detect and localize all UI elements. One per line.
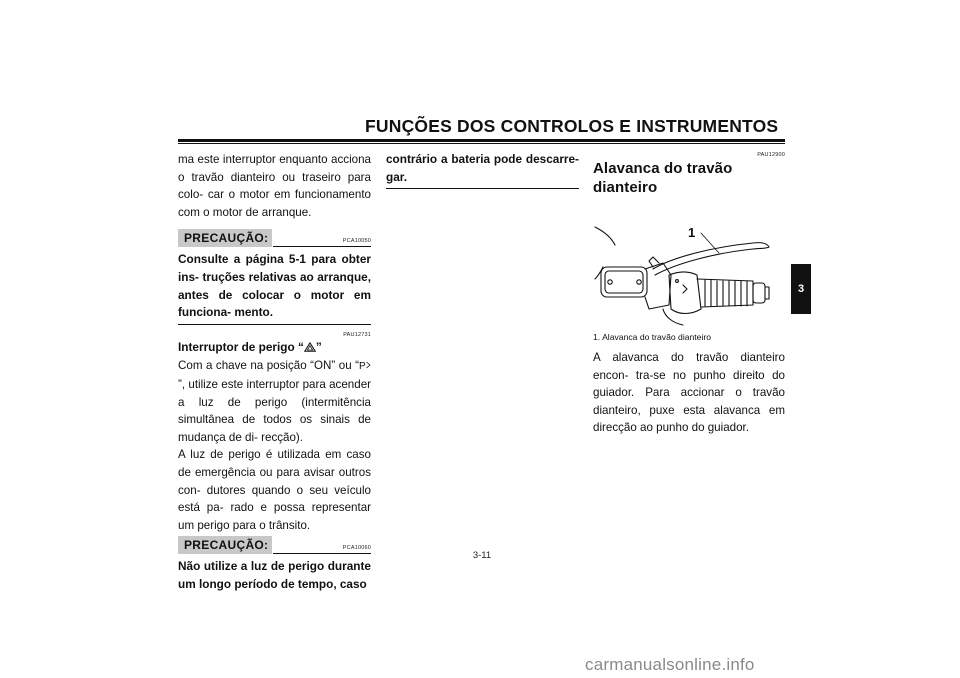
section-code: PAU12900 [757,152,785,158]
caution-rule [273,246,371,247]
page-title: FUNÇÕES DOS CONTROLOS E INSTRUMENTOS [365,116,779,136]
caution-label: PRECAUÇÃO: [178,229,272,247]
caution-code: PCA10050 [342,238,371,245]
svg-text:P: P [359,361,366,371]
caution-text: Consulte a página 5-1 para obter ins- truções relativas ao arranque, antes de colocar o motor em funciona- mento. [178,252,371,320]
column-middle [386,151,579,189]
header-rule-thin [178,143,785,144]
caution-block-2 [178,532,371,558]
caution-block-1 [178,225,371,251]
hazard-body-1: Com a chave na posição “ON” ou “ P ”, utilize este interruptor para acender a luz de perigo (intermitência simultânea de todos os sinais de mudança de di- recção). [178,359,371,444]
caution-end-rule [178,324,371,325]
column-right [593,151,785,437]
brake-lever-body: A alavanca do travão dianteiro encon- tra-se no punho direito do guiador. Para accionar o travão dianteiro, puxe esta alavanca em direcção ao punho do guiador. [593,351,785,435]
figure-caption: 1. Alavanca do travão dianteiro [593,332,712,342]
caution-end-rule [386,188,579,189]
caution-continuation: contrário a bateria pode descarre- gar. [386,152,579,184]
figure-callout-number: 1 [688,225,696,240]
header-rule [178,139,785,142]
chapter-tab: 3 [791,264,811,314]
watermark: carmanualsonline.info [585,655,755,674]
parking-icon [359,358,371,376]
column-left [178,151,371,593]
hazard-body-2: A luz de perigo é utilizada em caso de emergência ou para avisar outros con- dutores quando o seu veículo está pa- rado e possa representar um perigo para o trânsito. [178,448,371,532]
page-number: 3-11 [472,550,492,561]
section-title: Alavanca do travão dianteiro [593,160,733,196]
hazard-triangle-icon [304,340,316,358]
hazard-code: PAU12731 [343,331,371,338]
brake-lever-figure [593,209,785,327]
caution-code: PCA10060 [342,545,371,552]
hazard-heading: Interruptor de perigo “ ” [178,339,371,358]
intro-paragraph: ma este interruptor enquanto acciona o travão dianteiro ou traseiro para colo- car o motor em funcionamento com o motor de arranque. [178,153,371,219]
brake-lever-illustration [593,209,785,327]
caution-rule [273,553,371,554]
caution-text: Não utilize a luz de perigo durante um longo período de tempo, caso [178,559,371,591]
caution-label: PRECAUÇÃO: [178,536,272,554]
